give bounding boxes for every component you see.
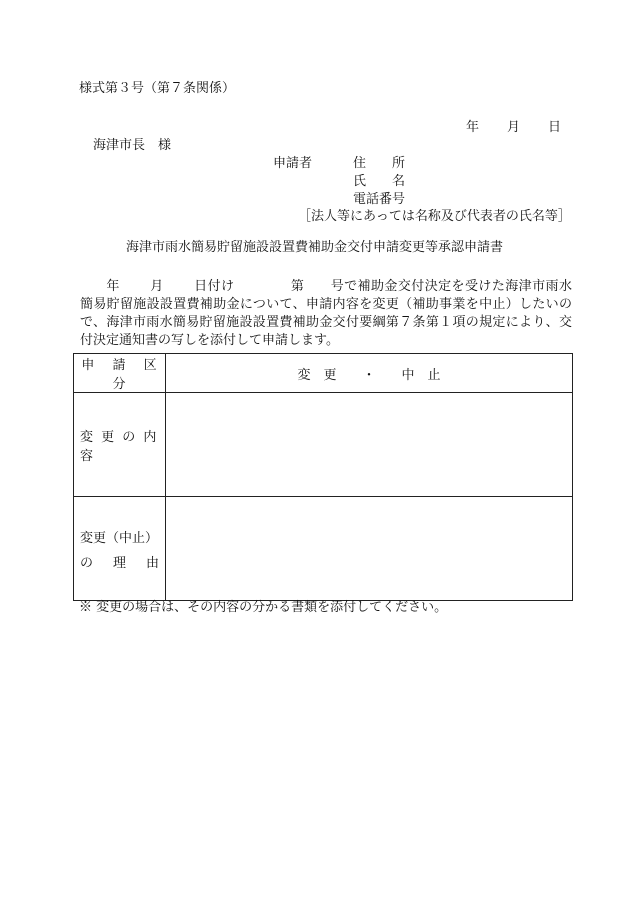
body-paragraph: [80, 278, 572, 350]
date-month-label: 月: [507, 120, 521, 135]
category-label-cell: [74, 354, 166, 393]
document-title: 海津市雨水簡易貯留施設設置費補助金交付申請変更等承認申請書: [126, 240, 504, 255]
table-row: [74, 393, 573, 497]
table-row: [74, 497, 573, 601]
footnote: ※ 変更の場合は、その内容の分かる書類を添付してください。: [79, 600, 448, 615]
change-content-label-cell: [74, 393, 166, 497]
category-options[interactable]: 変 更 ・ 中 止: [297, 367, 441, 383]
body-month: 月: [149, 279, 164, 294]
body-text: 号で補助金交付決定を受けた海津市雨水簡易貯留施設設置費補助金について、申請内容を変更（補助事業を中止）したいので、海津市雨水簡易貯留施設設置費補助金交付要綱第７条第１項の規定により、交付決定通知書の写しを添付して申請します。: [80, 279, 572, 348]
reason-label-line2: [74, 552, 165, 571]
change-content-label: 変 更 の 内 容: [80, 429, 159, 464]
addressee: 海津市長 様: [93, 138, 172, 153]
body-year: 年: [106, 279, 120, 294]
application-table: [73, 353, 573, 601]
reason-label-cell: [74, 497, 166, 601]
reason-label-line1: 変更（中止）: [80, 530, 159, 546]
applicant-label: 申請者: [273, 156, 313, 171]
applicant-name-label: 氏 名: [353, 174, 406, 189]
date-line: [466, 121, 561, 134]
reason-label-yu: 由: [145, 555, 159, 571]
reason-label-no: の: [80, 555, 94, 571]
body-number-prefix: 第: [290, 279, 305, 294]
reason-field[interactable]: [166, 497, 573, 601]
form-number: 様式第３号（第７条関係）: [79, 81, 236, 96]
category-options-cell[interactable]: [166, 354, 573, 393]
category-label: 申 請 区 分: [81, 358, 164, 392]
applicant-phone-label: 電話番号: [353, 192, 406, 207]
date-day-label: 日: [548, 120, 562, 135]
date-year-label: 年: [466, 120, 480, 135]
table-row: [74, 354, 573, 393]
change-content-field[interactable]: [166, 393, 573, 497]
body-date-suffix: 日付け: [193, 279, 235, 294]
corporation-note: ［法人等にあっては名称及び代表者の氏名等］: [298, 209, 571, 224]
reason-label-ri: 理: [112, 555, 126, 571]
applicant-address-label: 住 所: [353, 156, 406, 171]
